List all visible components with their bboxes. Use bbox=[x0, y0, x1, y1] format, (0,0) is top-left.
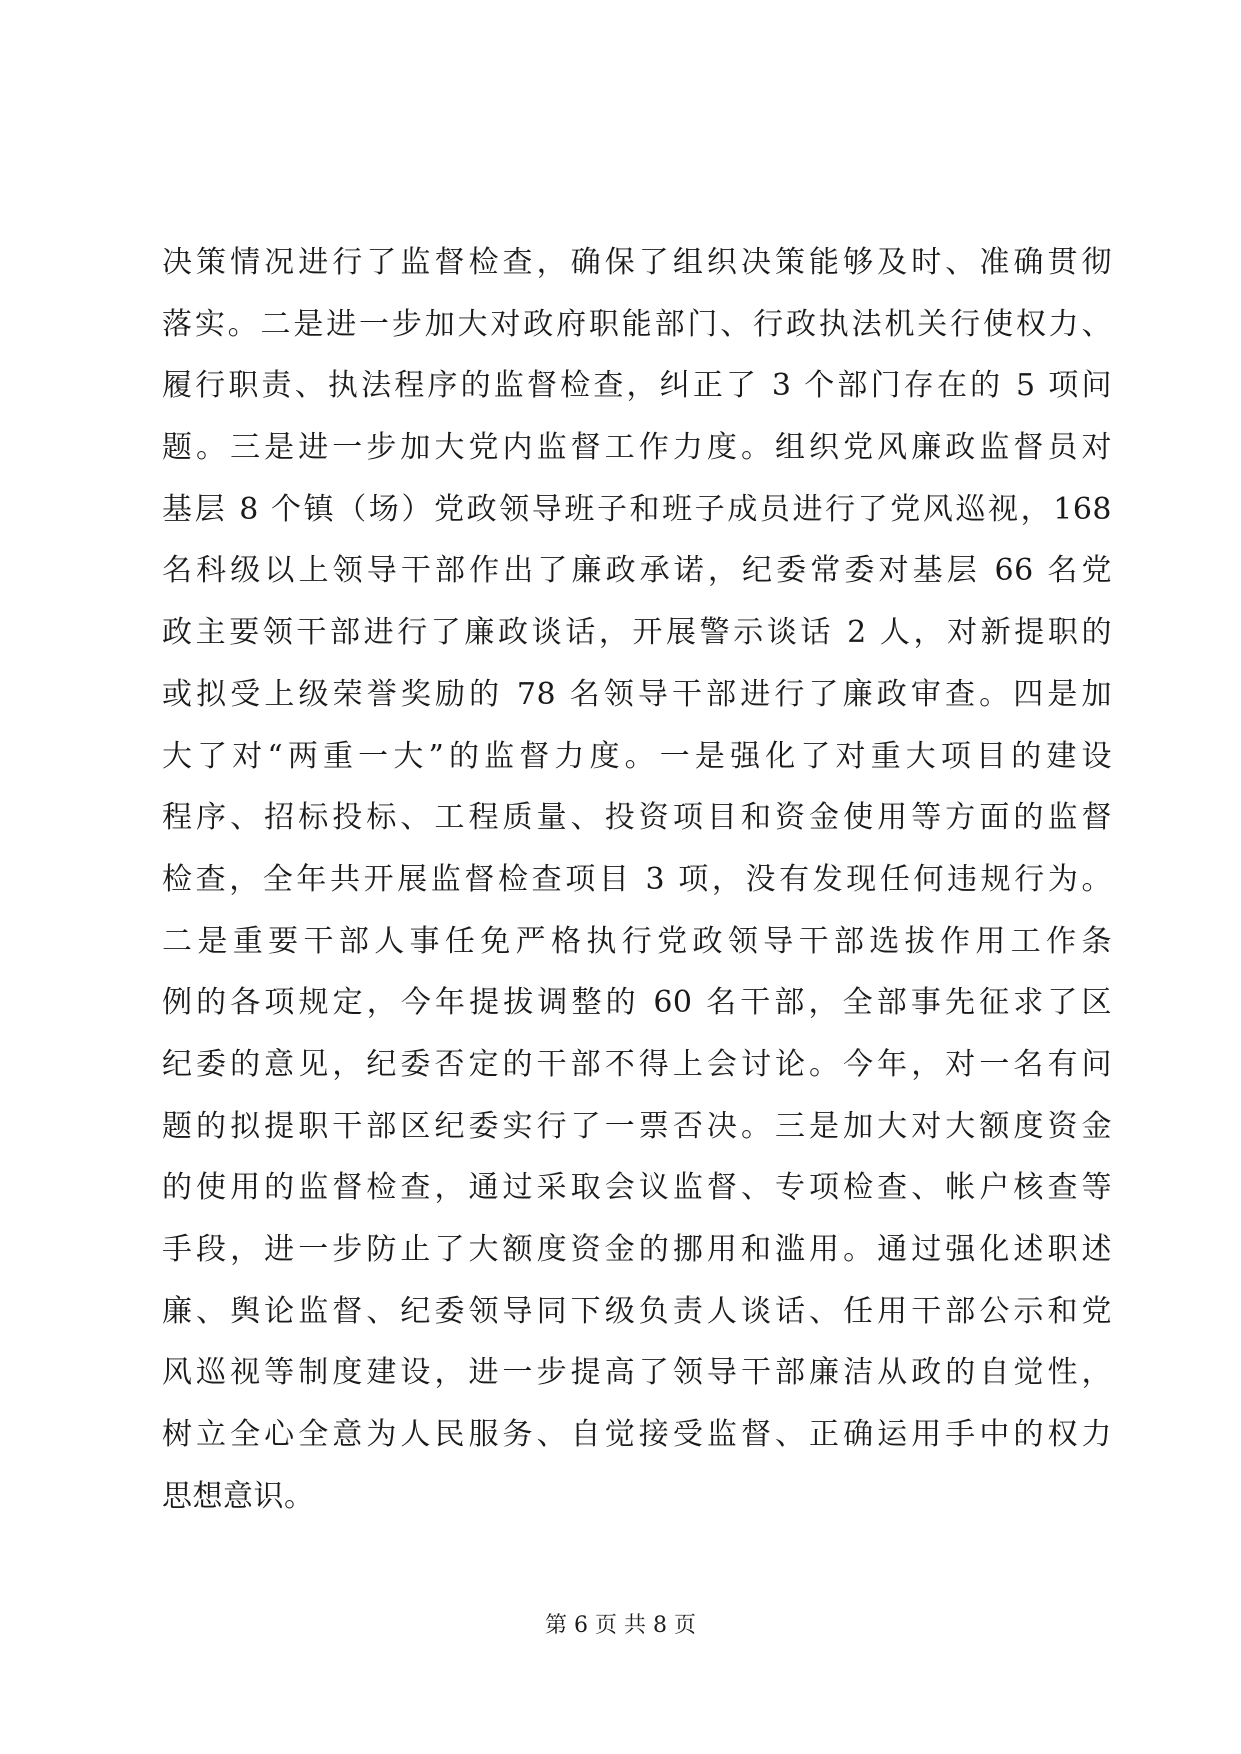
text-line: 政主要领干部进行了廉政谈话，开展警示谈话 2 人，对新提职的 bbox=[162, 615, 1112, 651]
body-paragraph bbox=[162, 232, 1112, 1527]
text-line: 二是重要干部人事任免严格执行党政领导干部选拔作用工作条 bbox=[162, 923, 1112, 959]
text-line: 名科级以上领导干部作出了廉政承诺，纪委常委对基层 66 名党 bbox=[162, 553, 1112, 589]
text-line: 例的各项规定，今年提拔调整的 60 名干部，全部事先征求了区 bbox=[162, 985, 1112, 1021]
text-line: 手段，进一步防止了大额度资金的挪用和滥用。通过强化述职述 bbox=[162, 1232, 1112, 1267]
text-line: 思想意识。 bbox=[162, 1478, 315, 1514]
text-line: 基层 8 个镇（场）党政领导班子和班子成员进行了党风巡视，168 bbox=[162, 491, 1112, 527]
text-line: 廉、舆论监督、纪委领导同下级负责人谈话、任用干部公示和党 bbox=[162, 1293, 1112, 1329]
text-line: 题的拟提职干部区纪委实行了一票否决。三是加大对大额度资金 bbox=[162, 1108, 1112, 1144]
text-line: 大了对“两重一大”的监督力度。一是强化了对重大项目的建设 bbox=[162, 738, 1112, 774]
text-line: 或拟受上级荣誉奖励的 78 名领导干部进行了廉政审查。四是加 bbox=[162, 676, 1112, 712]
text-line: 纪委的意见，纪委否定的干部不得上会讨论。今年，对一名有问 bbox=[162, 1046, 1112, 1082]
text-line: 程序、招标投标、工程质量、投资项目和资金使用等方面的监督 bbox=[162, 800, 1112, 836]
text-line: 检查，全年共开展监督检查项目 3 项，没有发现任何违规行为。 bbox=[162, 861, 1112, 897]
text-line: 落实。二是进一步加大对政府职能部门、行政执法机关行使权力、 bbox=[162, 306, 1112, 342]
page-number-footer: 第 6 页 共 8 页 bbox=[545, 1613, 696, 1638]
text-line: 树立全心全意为人民服务、自觉接受监督、正确运用手中的权力 bbox=[162, 1417, 1112, 1453]
text-line: 风巡视等制度建设，进一步提高了领导干部廉洁从政的自觉性， bbox=[162, 1355, 1112, 1391]
text-line: 题。三是进一步加大党内监督工作力度。组织党风廉政监督员对 bbox=[162, 430, 1112, 466]
text-line: 的使用的监督检查，通过采取会议监督、专项检查、帐户核查等 bbox=[162, 1170, 1112, 1206]
text-line: 决策情况进行了监督检查，确保了组织决策能够及时、准确贯彻 bbox=[162, 245, 1112, 280]
text-line: 履行职责、执法程序的监督检查，纠正了 3 个部门存在的 5 项问 bbox=[162, 368, 1112, 404]
